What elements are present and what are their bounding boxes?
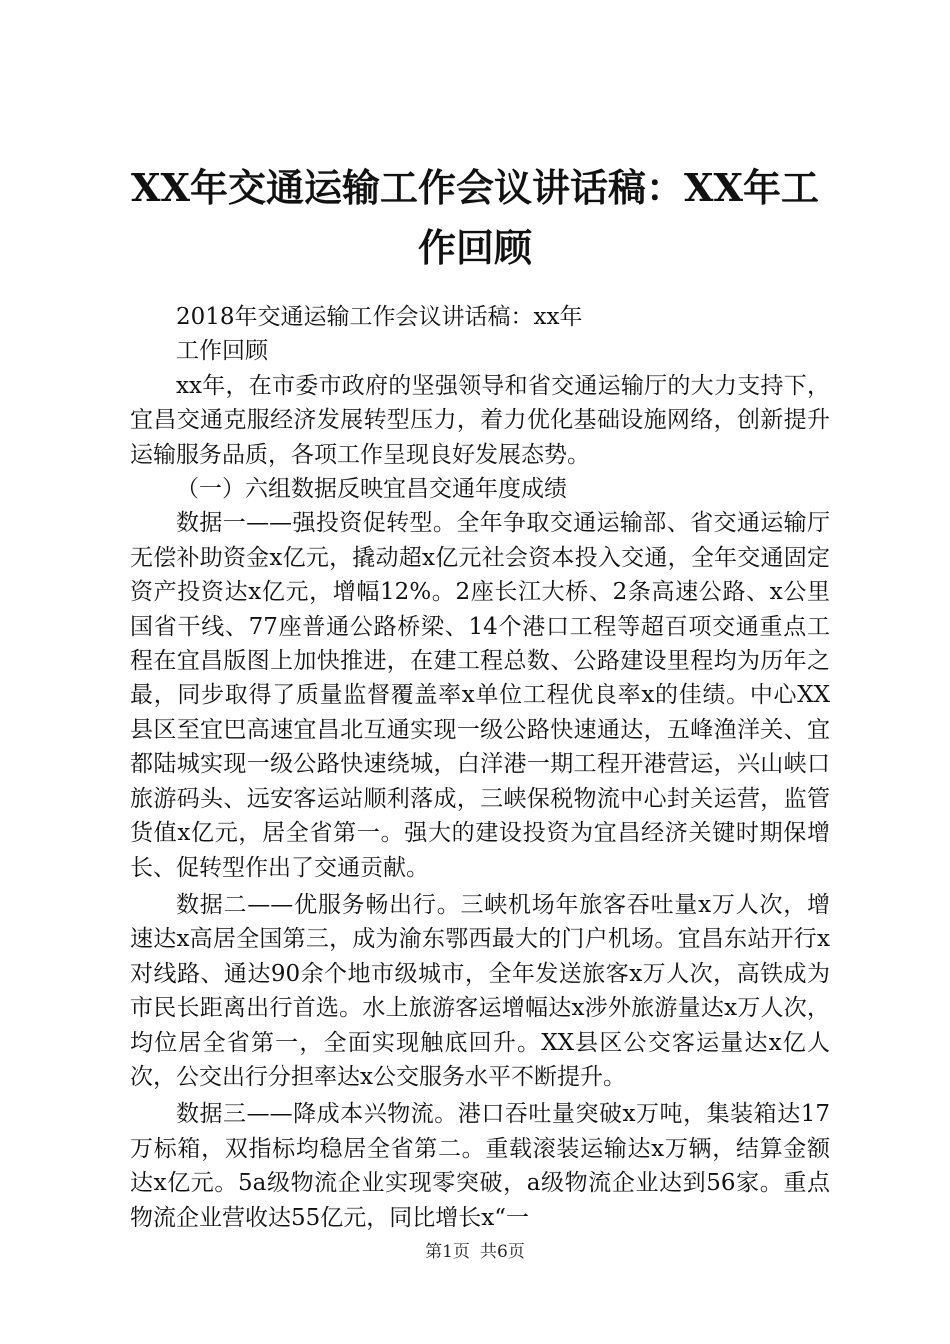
section-heading: （一）六组数据反映宜昌交通年度成绩 (176, 476, 567, 503)
paragraph: 数据二——优服务畅出行。三峡机场年旅客吞吐量x万人次，增速达x高居全国第三，成为渝东鄂西最大的门户机场。宜昌东站开行x对线路、通达90余个地市级城市，全年发送旅客x万人次，高铁成为市民长距离出行首选。水上旅游客运增幅达x涉外旅游量达x万人次，均位居全省第一，全面实现触底回升。XX县区公交客运量达x亿人次，公交出行分担率达x公交服务水平不断提升。 (130, 891, 830, 1090)
paragraph: 数据三——降成本兴物流。港口吞吐量突破x万吨，集装箱达17万标箱，双指标均稳居全省第二。重载滚装运输达x万辆，结算金额达x亿元。5a级物流企业实现零突破，a级物流企业达到56家。重点物流企业营收达55亿元，同比增长x“一 (130, 1101, 830, 1231)
paragraph: 工作回顾 (176, 338, 268, 365)
paragraph: 数据一——强投资促转型。全年争取交通运输部、省交通运输厅无偿补助资金x亿元，撬动超x亿元社会资本投入交通，全年交通固定资产投资达x亿元，增幅12%。2座长江大桥、2条高速公路、x公里国省干线、77座普通公路桥梁、14个港口工程等超百项交通重点工程在宜昌版图上加快推进，在建工程总数、公路建设里程均为历年之最，同步取得了质量监督覆盖率x单位工程优良率x的佳绩。中心XX县区至宜巴高速宜昌北互通实现一级公路快速通达，五峰渔洋关、宜都陆城实现一级公路快速绕城，白洋港一期工程开港营运，兴山峡口旅游码头、远安客运站顺利落成，三峡保税物流中心封关运营，监管货值x亿元，居全省第一。强大的建设投资为宜昌经济关键时期保增长、促转型作出了交通贡献。 (130, 510, 830, 881)
document-body (130, 300, 830, 1235)
paragraph: xx年，在市委市政府的坚强领导和省交通运输厅的大力支持下，宜昌交通克服经济发展转型压力，着力优化基础设施网络，创新提升运输服务品质，各项工作呈现良好发展态势。 (130, 372, 830, 468)
page-number: 第1页 (425, 1242, 470, 1262)
document-title: XX年交通运输工作会议讲话稿：XX年工作回顾 (131, 165, 819, 270)
paragraph: 2018年交通运输工作会议讲话稿：xx年 (176, 304, 583, 330)
page-footer (0, 1240, 950, 1264)
page-total: 共6页 (480, 1242, 525, 1262)
